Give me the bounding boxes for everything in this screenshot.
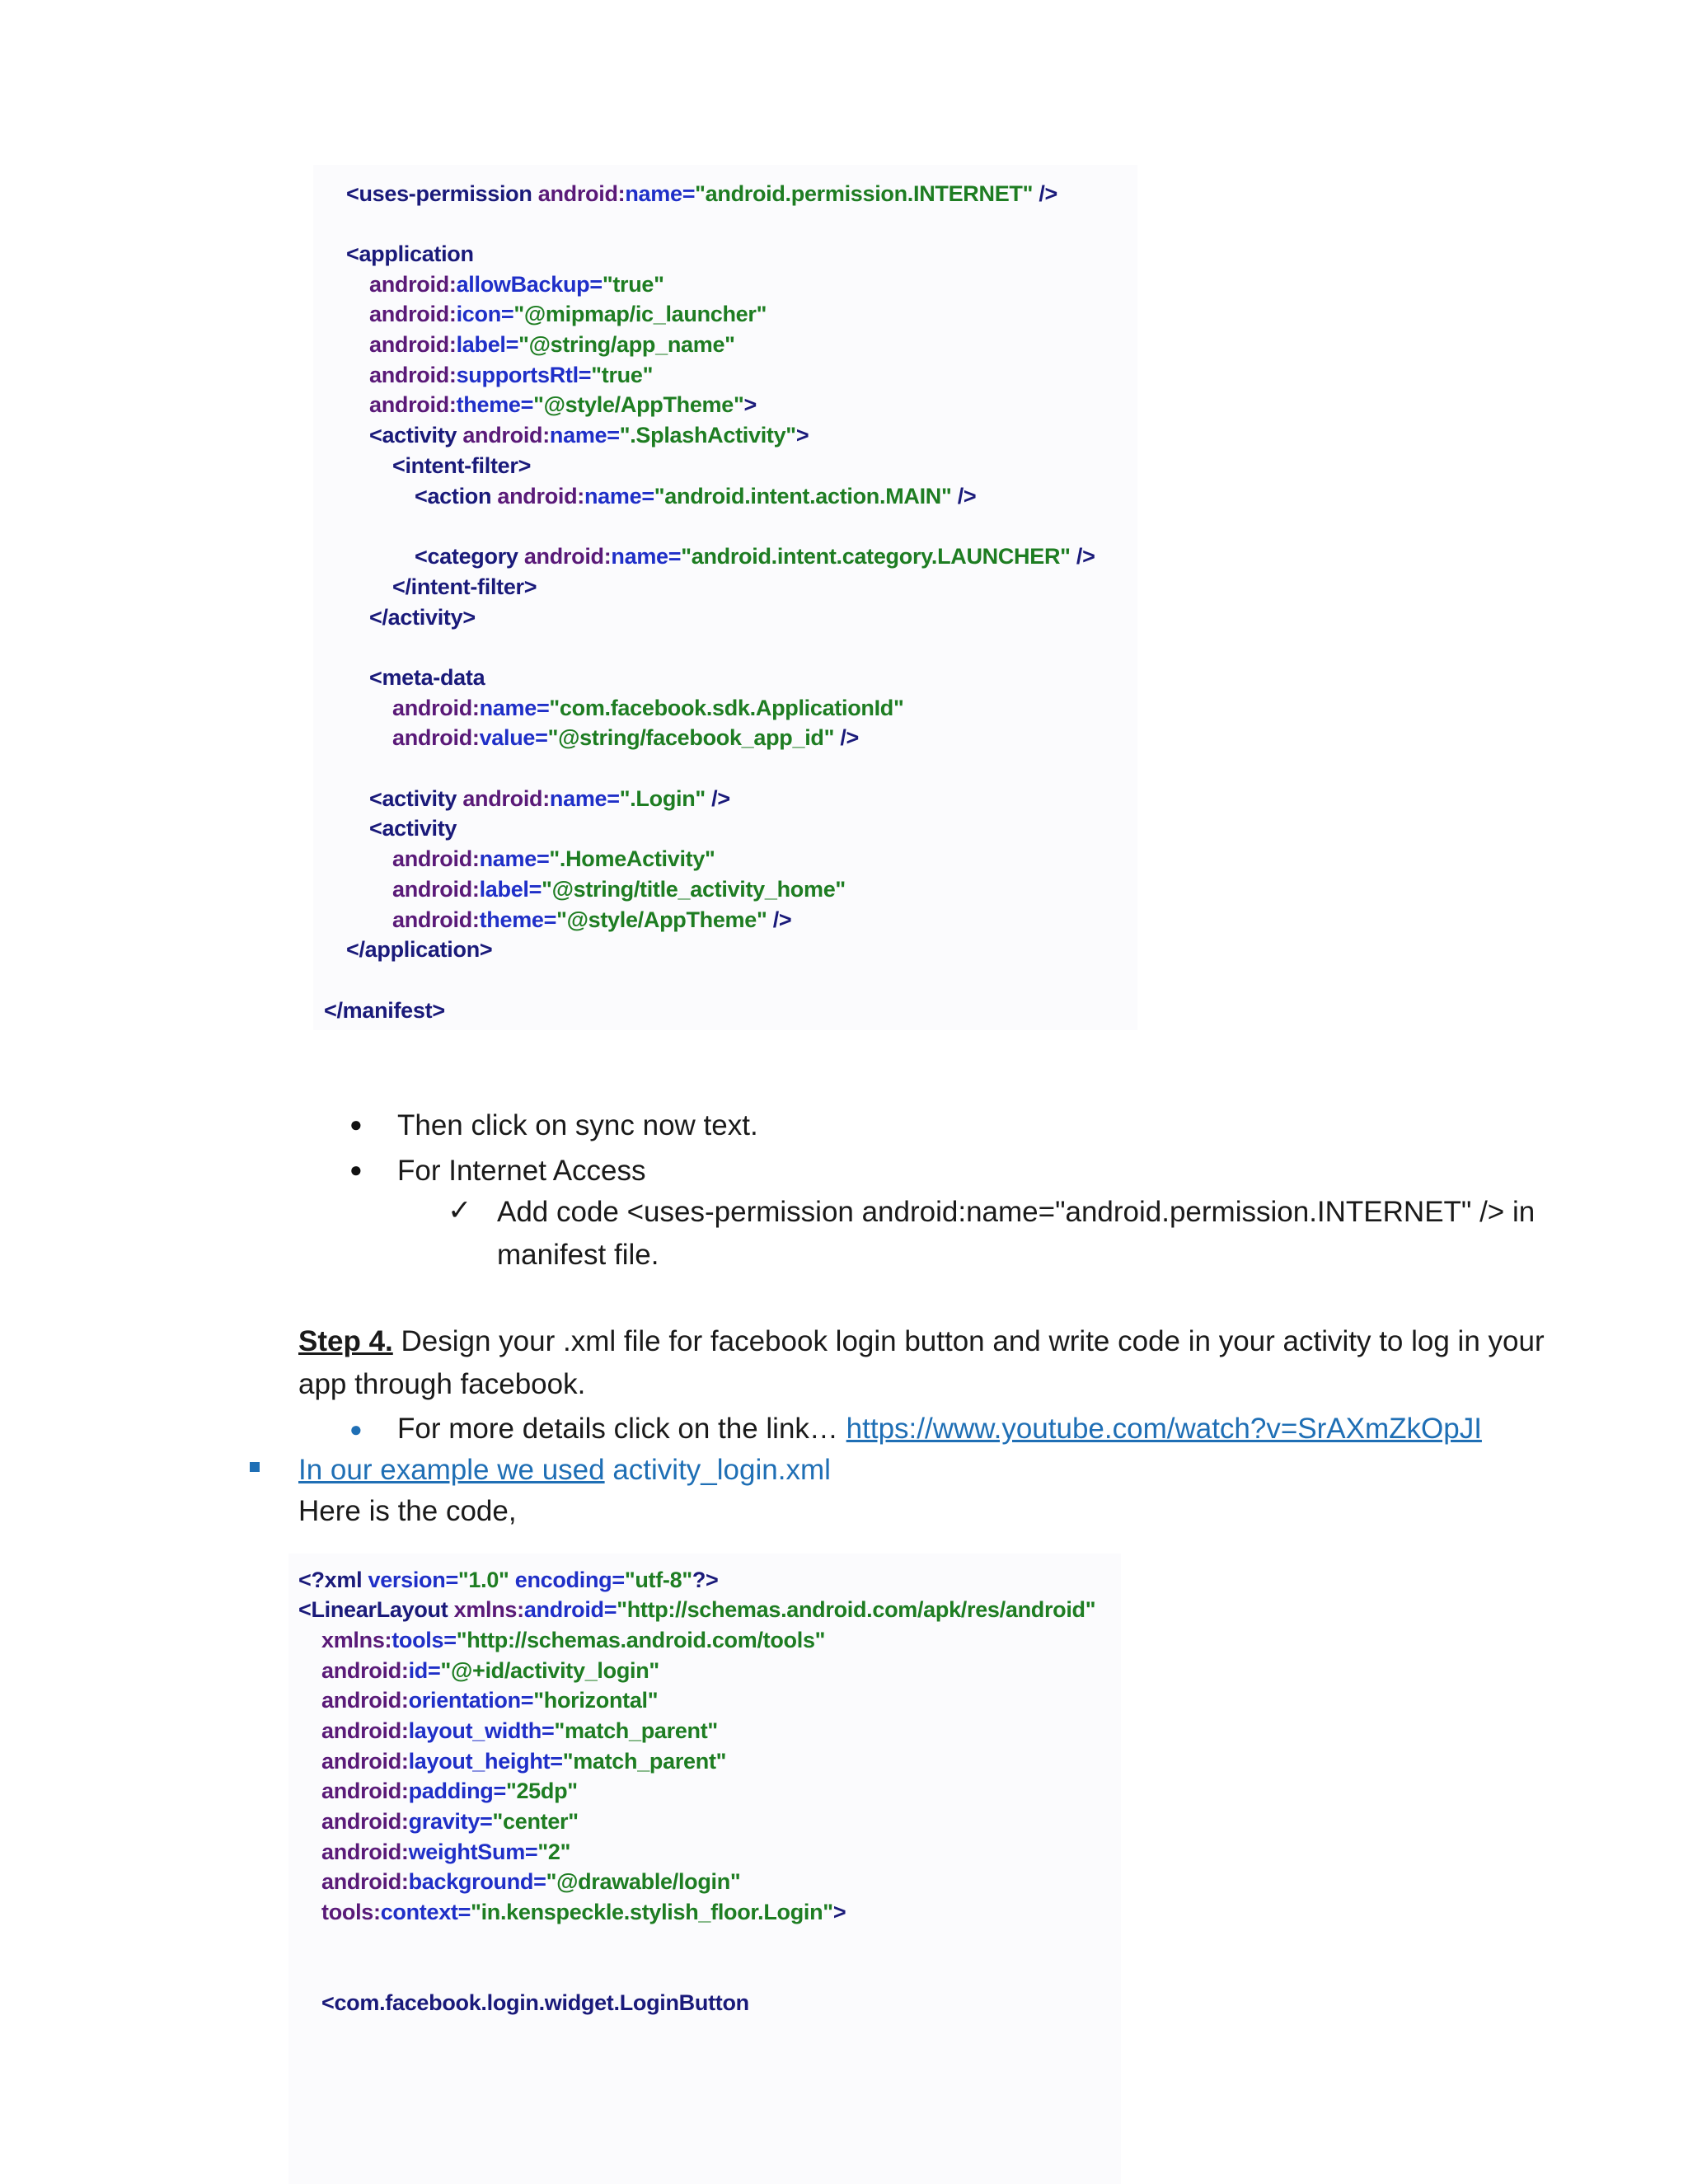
step4-text-cont: app through facebook.: [298, 1368, 586, 1400]
layout-line: <?xml version="1.0" encoding="utf-8"?>: [298, 1568, 719, 1592]
layout-line: android:background="@drawable/login": [321, 1869, 741, 1894]
manifest-line: android:theme="@style/AppTheme" />: [392, 907, 792, 932]
layout-line: android:layout_width="match_parent": [321, 1718, 718, 1743]
layout-line: android:weightSum="2": [321, 1840, 571, 1864]
manifest-line: <action android:name="android.intent.action.MAIN" />: [415, 484, 977, 509]
details-prefix: For more details click on the link…: [397, 1413, 838, 1445]
step4-paragraph: [298, 1320, 1545, 1362]
manifest-line: android:label="@string/title_activity_home": [392, 877, 846, 902]
manifest-line: android:theme="@style/AppTheme">: [369, 392, 757, 417]
manifest-line: <meta-data: [369, 665, 485, 690]
example-file[interactable]: activity_login.xml: [612, 1454, 831, 1486]
here-is-code-text: Here is the code,: [298, 1495, 517, 1527]
manifest-line: </intent-filter>: [392, 574, 537, 599]
square-bullet-icon: [250, 1462, 260, 1472]
manifest-line: <application: [346, 241, 474, 266]
manifest-line: <activity android:name=".SplashActivity">: [369, 423, 809, 448]
add-code-text: Add code <uses-permission android:name="android.permission.INTERNET" /> in: [497, 1196, 1536, 1228]
bullet-internet-text: For Internet Access: [397, 1155, 646, 1187]
example-prefix[interactable]: In our example we used: [298, 1454, 605, 1486]
layout-line: android:layout_height="match_parent": [321, 1749, 727, 1774]
layout-line: <LinearLayout xmlns:android="http://schemas.android.com/apk/res/android": [298, 1597, 1096, 1622]
add-code-text-cont: manifest file.: [497, 1239, 659, 1271]
manifest-line: <activity: [369, 816, 457, 841]
bullet-sync-text: Then click on sync now text.: [397, 1109, 758, 1141]
layout-line: android:padding="25dp": [321, 1779, 578, 1803]
manifest-line: <category android:name="android.intent.category.LAUNCHER" />: [415, 544, 1095, 569]
manifest-line: </application>: [346, 937, 493, 962]
layout-line: <com.facebook.login.widget.LoginButton: [321, 1990, 749, 2015]
bullet-dot: ●: [349, 1112, 363, 1137]
check-mark-icon: ✓: [448, 1194, 472, 1226]
manifest-line: <intent-filter>: [392, 453, 532, 478]
layout-line: android:gravity="center": [321, 1809, 579, 1834]
layout-line: android:id="@+id/activity_login": [321, 1658, 659, 1683]
youtube-link[interactable]: https://www.youtube.com/watch?v=SrAXmZkOpJI: [846, 1413, 1482, 1445]
bullet-dot: ●: [349, 1417, 363, 1441]
manifest-line: <activity android:name=".Login" />: [369, 786, 730, 811]
step4-label: Step 4.: [298, 1325, 393, 1357]
example-line: [298, 1449, 831, 1491]
details-line: [397, 1408, 1482, 1450]
bullet-dot: ●: [349, 1157, 363, 1182]
manifest-line: </activity>: [369, 605, 476, 630]
step4-text: Design your .xml file for facebook login button and write code in your activity to log in your: [401, 1325, 1545, 1357]
manifest-line: android:supportsRtl="true": [369, 363, 654, 387]
layout-line: tools:context="in.kenspeckle.stylish_floor.Login">: [321, 1900, 846, 1924]
manifest-line: android:label="@string/app_name": [369, 332, 735, 357]
manifest-line: android:name="com.facebook.sdk.ApplicationId": [392, 696, 904, 720]
manifest-line: <uses-permission android:name="android.permission.INTERNET" />: [346, 181, 1057, 206]
manifest-line: android:allowBackup="true": [369, 272, 664, 297]
layout-line: xmlns:tools="http://schemas.android.com/tools": [321, 1628, 826, 1652]
layout-line: android:orientation="horizontal": [321, 1688, 659, 1713]
manifest-line: android:value="@string/facebook_app_id" />: [392, 725, 859, 750]
manifest-line: android:name=".HomeActivity": [392, 846, 715, 871]
manifest-line: android:icon="@mipmap/ic_launcher": [369, 302, 767, 326]
manifest-line: </manifest>: [324, 998, 445, 1023]
